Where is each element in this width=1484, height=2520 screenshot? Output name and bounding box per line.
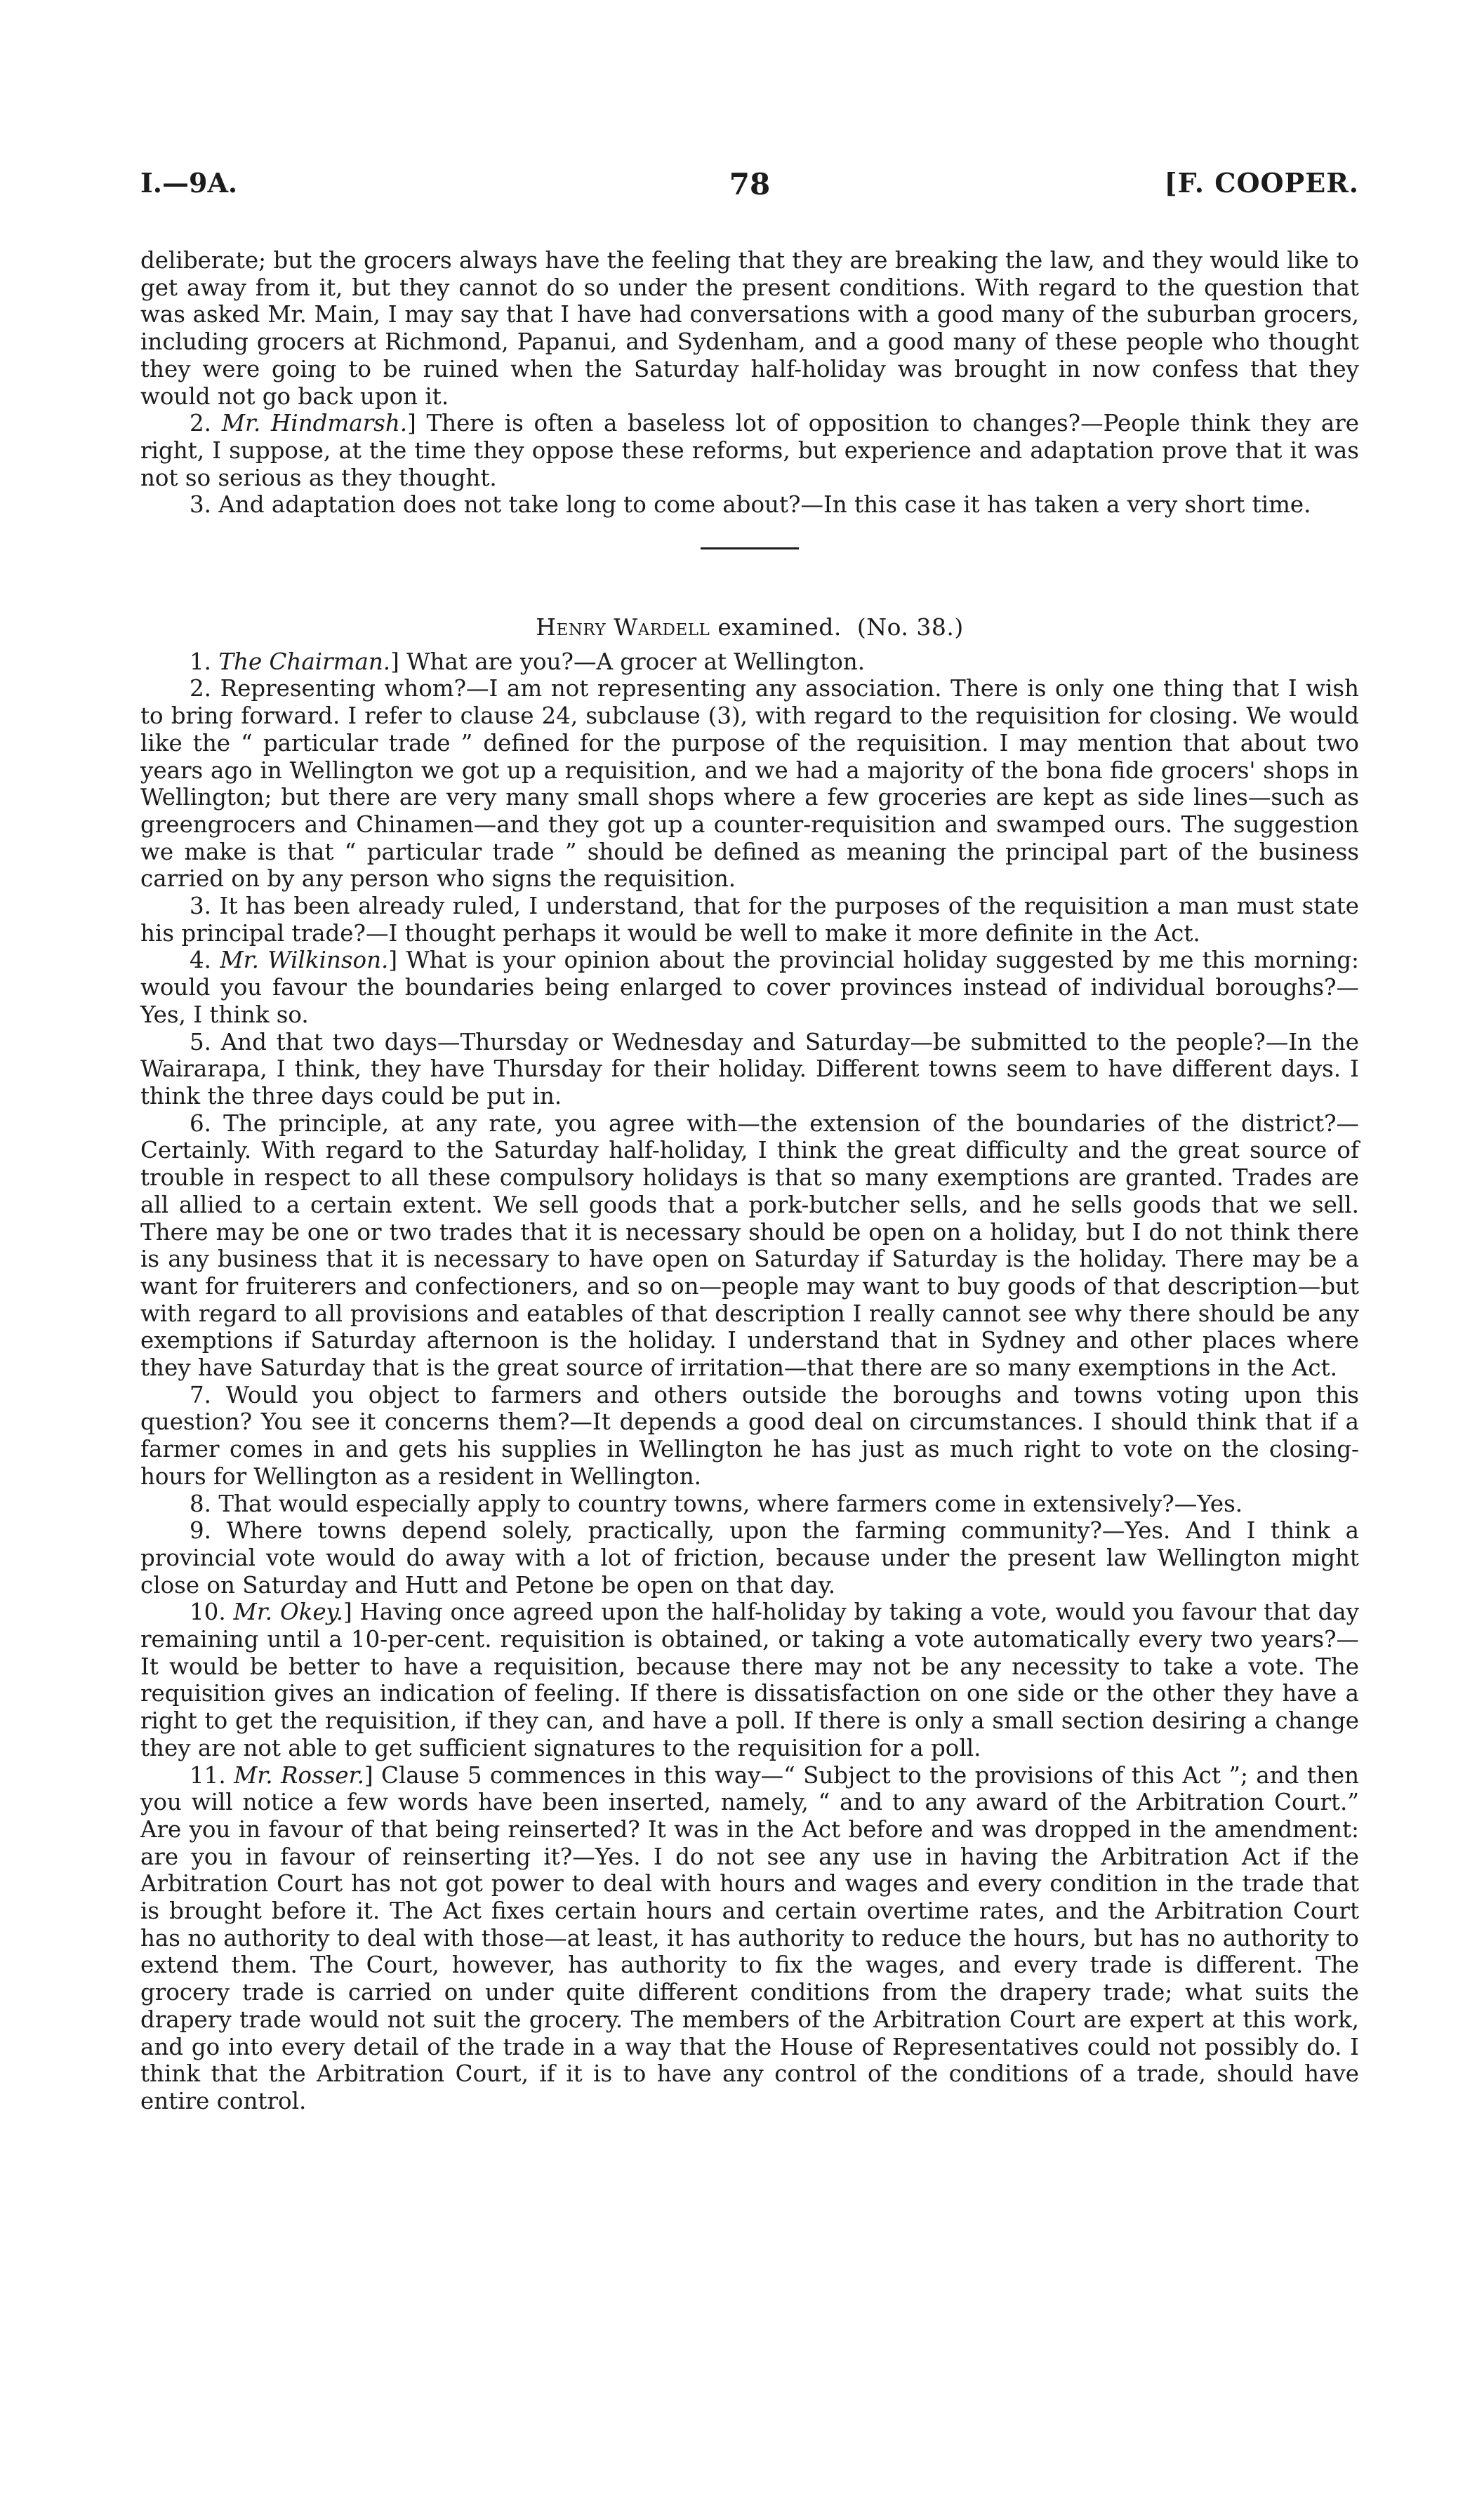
question-number: 7. [190,1381,212,1408]
question-paragraph [140,1382,1359,1491]
speaker: Mr. Rosser. [234,1761,364,1789]
question-text: What is your opinion about the provincial holiday suggested by me this morning: would you favour the boundaries being enlarged to cover provinces instead of individual boroughs?—Yes, I think so. [140,947,1359,1028]
section-divider [701,547,799,549]
question-paragraph: 11. Mr. Rosser.] Clause 5 commences in this way—“ Subject to the provisions of this Act ”; and then you will notice a few words have been inserted, namely, “ and to any award of the Arbitration Court.” Are you in favour of that being reinserted? It was in the Act before and was dropped in the amendment: are you in favour of reinserting it?—Yes. I do not see any use in having the Arbitration Act if the Arbitration Court has not got power to deal with hours and wages and every condition in the trade that is brought before it. The Act fixes certain hours and certain overtime rates, and the Arbitration Court has no authority to deal with those—at least, it has authority to reduce the hours, but has no authority to extend them. The Court, however, has authority to fix the wages, and every trade is different. The grocery trade is carried on under quite different conditions from the drapery trade; what suits the drapery trade would not suit the grocery. The members of the Arbitration Court are expert at this work, and go into every detail of the trade in a way that the House of Representatives could not possibly do. I think that the Arbitration Court, if it is to have any control of the conditions of a trade, should have entire control. [140,1761,1359,2114]
question-number: 6. [190,1109,212,1137]
question-number: 4. [190,947,212,974]
question-text: Would you object to farmers and others outside the boroughs and towns voting upon this question? You see it concerns them?—It depends a good deal on circumstances. I should think that if a farmer comes in and gets his supplies in Wellington he has just as much right to vote on the closing-hours for Wellington as a resident in Wellington. [140,1381,1359,1490]
question-text: Representing whom?—I am not representing any association. There is only one thing that I wish to bring forward. I refer to clause 24, subclause (3), with regard to the requisition for closing. We would like the “ particular trade ” defined for the purpose of the requisition. I may mention that about two years ago in Wellington we got up a requisition, and we had a majority of the bona fide grocers' shops in Wellington; but there are very many small shops where a few groceries are kept as side lines—such as greengrocers and Chinamen—and they got up a counter-requisition and swamped ours. The suggestion we make is that “ particular trade ” should be defined as meaning the principal part of the business carried on by any person who signs the requisition. [140,675,1359,893]
examined-label: examined. [717,613,842,641]
question-text: That would especially apply to country towns, where farmers come in extensively?—Yes. [218,1490,1243,1517]
question-number: 3. [190,893,212,920]
body-text [140,247,1359,2115]
question-3-prev: 3. And adaptation does not take long to come about?—In this case it has taken a very short time. [190,491,1311,519]
question-text: The principle, at any rate, you agree with—the extension of the boundaries of the district?—Certainly. With regard to the Saturday half-holiday, I think the great difficulty and the great source of trouble in respect to all these compulsory holidays is that so many exemptions are granted. Trades are all allied to a certain extent. We sell goods that a pork-butcher sells, and he sells goods that we sell. There may be one or two trades that it is necessary should be open on a holiday, but I do not think there is any business that it is necessary to have open on Saturday if Saturday is the holiday. There may be a want for fruiterers and confectioners, and so on—people may want to buy goods of that description—but with regard to all provisions and eatables of that description I really cannot see why there should be any exemptions if Saturday afternoon is the holiday. I understand that in Sydney and other places where they have Saturday that is the great source of irritation—that there are so many exemptions in the Act. [140,1109,1360,1382]
page-header [140,167,1359,209]
question-number: 1. [190,648,212,675]
question-text: Having once agreed upon the half-holiday by taking a vote, would you favour that day remaining until a 10-per-cent. requisition is obtained, or taking a vote automatically every two years?—It would be better to have a requisition, because there may not be any necessity to take a vote. The requisition gives an indication of feeling. If there is dissatisfaction on one side or the other they have a right to get the requisition, if they can, and have a poll. If there is only a small section desiring a change they are not able to get sufficient signatures to the requisition for a poll. [140,1599,1359,1761]
question-paragraph [140,893,1359,947]
question-paragraph: 4. Mr. Wilkinson.] What is your opinion about the provincial holiday suggested by me this morning: would you favour the boundaries being enlarged to cover provinces instead of individual boroughs?—Yes, I think so. [140,947,1359,1028]
speaker: Mr. Hindmarsh. [221,410,408,437]
question-text: Where towns depend solely, practically, upon the farming community?—Yes. And I think a provincial vote would do away with a lot of friction, because under the present law Wellington might close on Saturday and Hutt and Petone be open on that day. [140,1517,1359,1599]
question-text: And that two days—Thursday or Wednesday and Saturday—be submitted to the people?—In the Wairarapa, I think, they have Thursday for their holiday. Different towns seem to have different days. I think the three days could be put in. [140,1028,1359,1109]
question-text: It has been already ruled, I understand, that for the purposes of the requisition a man must state his principal trade?—I thought perhaps it would be well to make it more definite in the Act. [140,893,1359,947]
page-number: 78 [729,167,771,201]
question-paragraph [140,1517,1359,1599]
header-witness: [F. COOPER. [1164,167,1359,199]
question-paragraph: 10. Mr. Okey.] Having once agreed upon the half-holiday by taking a vote, would you favour that day remaining until a 10-per-cent. requisition is obtained, or taking a vote automatically every two years?—It would be better to have a requisition, because there may not be any necessity to take a vote. The requisition gives an indication of feeling. If there is dissatisfaction on one side or the other they have a right to get the requisition, if they can, and have a poll. If there is only a small section desiring a change they are not able to get sufficient signatures to the requisition for a poll. [140,1599,1359,1761]
continued-paragraph: deliberate; but the grocers always have the feeling that they are breaking the law, and they would like to get away from it, but they cannot do so under the present conditions. With regard to the question that was asked Mr. Main, I may say that I have had conversations with a good many of the suburban grocers, including grocers at Richmond, Papanui, and Sydenham, and a good many of these people who thought they were going to be ruined when the Saturday half-holiday was brought in now confess that they would not go back upon it. [140,247,1359,410]
question-text: Clause 5 commences in this way—“ Subject to the provisions of this Act ”; and then you will notice a few words have been inserted, namely, “ and to any award of the Arbitration Court.” Are you in favour of that being reinserted? It was in the Act before and was dropped in the amendment: are you in favour of reinserting it?—Yes. I do not see any use in having the Arbitration Act if the Arbitration Court has not got power to deal with hours and wages and every condition in the trade that is brought before it. The Act fixes certain hours and certain overtime rates, and the Arbitration Court has no authority to deal with those—at least, it has authority to reduce the hours, but has no authority to extend them. The Court, however, has authority to fix the wages, and every trade is different. The grocery trade is carried on under quite different conditions from the drapery trade; what suits the drapery trade would not suit the grocery. The members of the Arbitration Court are expert at this work, and go into every detail of the trade in a way that the House of Representatives could not possibly do. I think that the Arbitration Court, if it is to have any control of the conditions of a trade, should have entire control. [140,1761,1359,2114]
speaker: Mr. Okey. [233,1599,343,1626]
question-2-prev: 2. Mr. Hindmarsh.] There is often a baseless lot of opposition to changes?—People think they are right, I suppose, at the time they oppose these reforms, but experience and adaptation prove that it was not so serious as they thought. [140,410,1359,491]
question-number: 11. [190,1761,226,1789]
question-number: 8. [190,1490,212,1517]
question-list [140,648,1359,2115]
question-paragraph [140,1029,1359,1110]
question-text: What are you?—A grocer at Wellington. [406,648,866,675]
question-number: 9. [190,1517,212,1545]
question-paragraph [140,1491,1359,1518]
question-number: 10. [190,1599,226,1626]
question-paragraph: 1. The Chairman.] What are you?—A grocer at Wellington. [190,648,866,675]
speaker: The Chairman. [218,648,391,675]
witness-number: (No. 38.) [856,613,964,641]
examination-heading [140,614,1359,641]
question-number: 2. [190,410,212,437]
question-number: 2. [190,675,212,702]
question-text: There is often a baseless lot of opposition to changes?—People think they are right, I suppose, at the time they oppose these reforms, but experience and adaptation prove that it was not so serious as they thought. [140,410,1359,491]
question-paragraph [140,1110,1359,1382]
header-reference: I.—9A. [140,167,238,199]
speaker: Mr. Wilkinson. [220,947,389,974]
question-paragraph [140,675,1359,893]
question-number: 5. [190,1028,212,1055]
witness-name: Henry Wardell [536,613,710,641]
